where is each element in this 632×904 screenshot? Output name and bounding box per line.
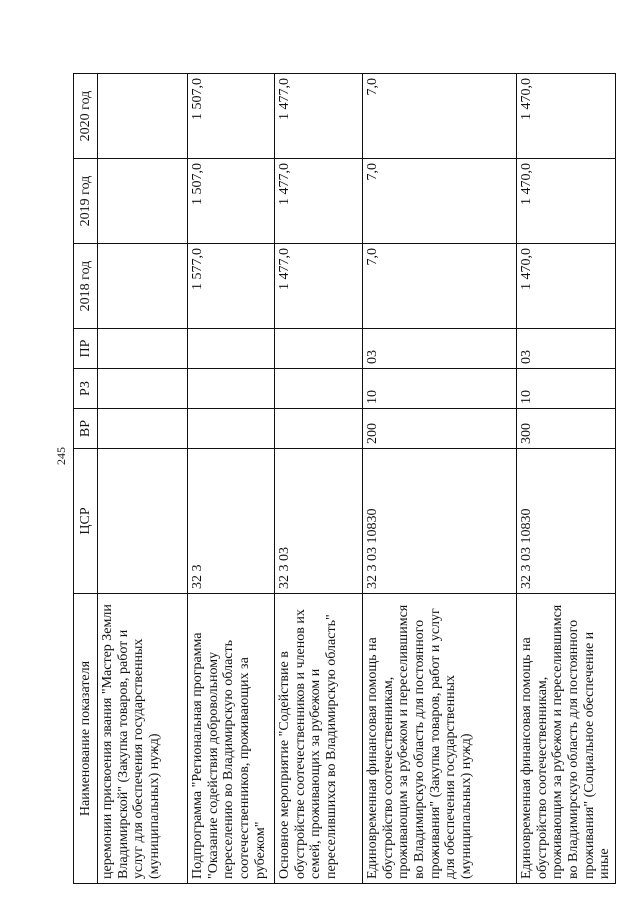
- row-2020: 7,0: [363, 74, 517, 159]
- row-2020: 1 477,0: [275, 74, 363, 159]
- row-2019: 1 470,0: [517, 159, 616, 244]
- header-name: Наименование показателя: [74, 594, 98, 884]
- row-csr: 32 3 03 10830: [363, 449, 517, 594]
- table-row: [275, 74, 363, 884]
- row-2018: [98, 244, 188, 329]
- page-number: 245: [54, 447, 68, 465]
- row-rz: 10: [363, 369, 517, 409]
- row-csr: 32 3: [188, 449, 275, 594]
- budget-table-container: [73, 74, 613, 884]
- row-name: Основное мероприятие "Содействие в обустройстве соотечественников и членов их семей, проживающих за рубежом и переселившихся во Владимирскую область": [275, 594, 363, 884]
- row-vr: 300: [517, 409, 616, 449]
- header-csr: ЦСР: [74, 449, 98, 594]
- header-2018: 2018 год: [74, 244, 98, 329]
- header-vr: ВР: [74, 409, 98, 449]
- table-row: [363, 74, 517, 884]
- row-pr: 03: [363, 329, 517, 369]
- row-vr: [98, 409, 188, 449]
- row-2018: 7,0: [363, 244, 517, 329]
- row-rz: [188, 369, 275, 409]
- row-2018: 1 470,0: [517, 244, 616, 329]
- row-2018: 1 577,0: [188, 244, 275, 329]
- header-2019: 2019 год: [74, 159, 98, 244]
- row-pr: 03: [517, 329, 616, 369]
- table-row: [517, 74, 616, 884]
- table-header-row: [74, 74, 98, 884]
- row-vr: [188, 409, 275, 449]
- header-rz: РЗ: [74, 369, 98, 409]
- row-pr: [275, 329, 363, 369]
- row-vr: [275, 409, 363, 449]
- row-name: Подпрограмма "Региональная программа "Оказание содействия добровольному переселению во Владимирскую область соотечественников, проживающих за рубежом": [188, 594, 275, 884]
- row-2020: 1 507,0: [188, 74, 275, 159]
- budget-table: [73, 73, 616, 884]
- row-2019: 7,0: [363, 159, 517, 244]
- row-rz: [98, 369, 188, 409]
- row-2019: 1 477,0: [275, 159, 363, 244]
- row-csr: [98, 449, 188, 594]
- row-rz: [275, 369, 363, 409]
- row-2019: [98, 159, 188, 244]
- row-pr: [188, 329, 275, 369]
- row-csr: 32 3 03 10830: [517, 449, 616, 594]
- row-csr: 32 3 03: [275, 449, 363, 594]
- header-pr: ПР: [74, 329, 98, 369]
- table-row: [98, 74, 188, 884]
- row-2019: 1 507,0: [188, 159, 275, 244]
- row-name: Единовременная финансовая помощь на обустройство соотечественникам, проживающим за рубежом и переселившимся во Владимирскую область для постоянного проживания" (Закупка товаров, работ и услуг для обеспечения государственных (муниципальных) нужд): [363, 594, 517, 884]
- row-2020: [98, 74, 188, 159]
- table-row: [188, 74, 275, 884]
- row-pr: [98, 329, 188, 369]
- header-2020: 2020 год: [74, 74, 98, 159]
- row-2018: 1 477,0: [275, 244, 363, 329]
- row-name: церемонии присвоения звания "Мастер Земли Владимирской" (Закупка товаров, работ и услуг для обеспечения государственных (муниципальных) нужд): [98, 594, 188, 884]
- row-2020: 1 470,0: [517, 74, 616, 159]
- row-rz: 10: [517, 369, 616, 409]
- row-name: Единовременная финансовая помощь на обустройство соотечественникам, проживающим за рубежом и переселившимся во Владимирскую область для постоянного проживания" (Социальное обеспечение и иные: [517, 594, 616, 884]
- row-vr: 200: [363, 409, 517, 449]
